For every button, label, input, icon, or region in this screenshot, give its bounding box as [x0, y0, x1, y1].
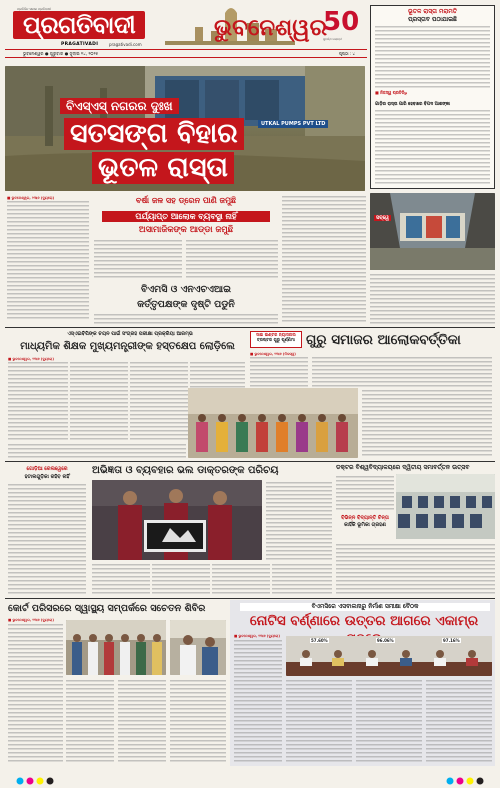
- top-story-kicker: ବିଏସ୍ଏସ୍ ନଗରର ଦୁଃଖ: [60, 98, 179, 114]
- top-story-body-left: [7, 201, 89, 319]
- health-dateline: ■ ଭୁବନେଶ୍ୱର, ୨୩ା୭ (ବ୍ୟୁରୋ): [8, 618, 54, 622]
- exam-inset-2: କାହିଁକି ଭୂମିକା ଗ୍ରହଣ: [344, 522, 386, 528]
- top-story-headline-2: ଭୂତଳ ରାସ୍ତା: [92, 152, 234, 184]
- health-body-mid-2: [118, 680, 166, 764]
- ceremony-body-2: [152, 564, 210, 594]
- education-body-2: [70, 362, 128, 442]
- guru-badge-line-1: ସାଇ ଇଣ୍ଟର ନ୍ୟାସନାଲ: [256, 332, 296, 337]
- right-col-lower-text: [370, 274, 495, 324]
- ceremony-body-3: [212, 564, 270, 594]
- ceremony-headline: ଅଭିଜ୍ଞତା ଓ ବ୍ୟବହାର ଭଲ ଡାକ୍ତରଙ୍କ ପରିଚୟ: [92, 465, 279, 476]
- ceremony-body-right: [266, 482, 332, 560]
- brand-logo: ପ୍ରଗତିବାଦୀ: [13, 11, 145, 39]
- masthead-tagline: ପ୍ରତିଦିନ ସକାଳ ପ୍ରତିବାଦୀ: [17, 7, 51, 11]
- section-divider-3: [5, 598, 495, 599]
- exam-hall-photo: [396, 474, 495, 539]
- education-body-3: [130, 362, 188, 442]
- subway-interior-photo: [370, 193, 495, 270]
- guru-badge-line-2: ଟ୍ରଷ୍ଟର ଗୁରୁ ପୂର୍ଣ୍ଣିମା: [256, 337, 296, 342]
- guru-body-2: [312, 357, 492, 387]
- top-story-body-mid-left: [94, 240, 182, 280]
- notice-stat-2: 96.06%: [377, 638, 394, 643]
- guru-body-1: [250, 357, 308, 389]
- anniversary-logo: [323, 7, 367, 45]
- education-body-5: [8, 444, 186, 458]
- right-header-2: ପ୍ରସ୍ତାବ ପଠାଯାଇଛି: [408, 16, 457, 23]
- edition-title: ଭୁବନେଶ୍ୱର: [214, 15, 328, 41]
- health-headline: କୋର୍ଟ ପରିସରରେ ସ୍ୱାସ୍ଥ୍ୟ ସମ୍ପର୍କରେ ସଚେତନ ଶିବିର: [8, 603, 206, 614]
- notice-body-3: [356, 680, 422, 762]
- notice-headline: ନୋଟିସ ବର୍ଣ୍ଣାରେ ଉତ୍ତର ଆଗରେ ଏକାମ୍ର: [249, 613, 479, 629]
- ceremony-body-1: [92, 564, 150, 594]
- ceremony-photo: [92, 480, 262, 560]
- guru-body-3: [362, 390, 492, 456]
- notice-body-4: [426, 680, 492, 762]
- right-body-2: [375, 110, 490, 186]
- ceremony-body-4: [272, 564, 332, 594]
- right-column-box: [370, 5, 495, 189]
- section-divider-2: [5, 461, 495, 462]
- date-line: ଭୁବନେଶ୍ୱର ● ଗୁରୁବାର ● ଜୁଲାଇ ୨୪, ୨୦୨୫: [23, 51, 99, 56]
- date-bar: [5, 49, 367, 58]
- page-label: ପୃଷ୍ଠା : ୪: [339, 51, 355, 56]
- top-story-headline-1: ସତସଙ୍ଗ ବିହାର: [64, 118, 244, 150]
- guru-group-photo: [188, 388, 358, 458]
- notice-body-2: [286, 680, 352, 762]
- education-body-1: [8, 362, 68, 442]
- deck-3: ଅସାମାଜିକଙ୍କ ଆଡ୍ଡା ଜମୁଛି: [138, 225, 234, 235]
- health-checkup-photo: [170, 620, 226, 675]
- guru-headline: ଗୁରୁ ସମାଜର ଆଲୋକବର୍ତ୍ତିକା: [306, 332, 461, 348]
- brand-website: pragativadi.com: [109, 42, 142, 47]
- exam-inset-1: ବିଭିନ୍ନ ବିଦ୍ୟାନ୍ତି ଚିନ୍ତା: [341, 515, 389, 521]
- right-body-1: [375, 26, 490, 90]
- right-header-1: ଭୂତଳ ରାସ୍ତା ମରାମତି: [408, 8, 457, 15]
- top-story-dateline: ■ ଭୁବନେଶ୍ୱର, ୨୩ା୭ (ବ୍ୟୁରୋ): [7, 196, 55, 200]
- anniversary-label: ସୁବର୍ଣ୍ଣ ଜୟନ୍ତୀ: [323, 37, 342, 41]
- health-body-left: [8, 624, 63, 764]
- health-camp-photo: [66, 620, 166, 675]
- left-brief-body: [8, 484, 86, 594]
- notice-dateline: ■ ଭୁବନେଶ୍ୱର, ୨୩ା୭ (ବ୍ୟୁରୋ): [234, 634, 280, 638]
- exam-body-left: [336, 476, 394, 512]
- left-brief-line-1: ଗୋଡ଼ିଆ ରେଲୱେରେ: [26, 466, 68, 472]
- deck-1: ବର୍ଷା ଜଳ ସହ ଡ୍ରେନ ପାଣି ଜମୁଛି: [135, 196, 237, 205]
- registration-marks: [0, 772, 500, 786]
- deck-5: କର୍ତ୍ତୃପକ୍ଷଙ୍କ ଦୃଷ୍ଟି ପଡୁନି: [137, 299, 235, 310]
- health-body-mid-1: [66, 680, 114, 764]
- deck-4: ବିଏମସି ଓ ଏନଏଚଏଆଇ: [140, 284, 232, 295]
- notice-stat-1: 57.60%: [311, 638, 328, 643]
- top-story-body-mid-right: [186, 240, 278, 280]
- pass-strip-label: ସବ୍‌ୱେ: [376, 215, 389, 221]
- left-brief-line-2: ହଟାଲଗୁଡ଼ିକା ରହିବ ନାହିଁ: [24, 474, 70, 480]
- brand-english: PRAGATIVADI: [61, 42, 99, 47]
- deck-2: ପର୍ଯ୍ୟାପ୍ତ ଆଲୋକ ବ୍ୟବସ୍ଥା ନାହିଁ: [102, 211, 270, 222]
- notice-stat-3: 97.16%: [443, 638, 460, 643]
- guru-dateline: ■ ଭୁବନେଶ୍ୱର, ୨୩ା୭ (ନିଜସ୍ୱ): [250, 352, 296, 356]
- notice-strap: ବିଏମସିରେ ଏସବାଲନାରୁ ନିର୍ମାଣ ସମୀକ୍ଷା ବୈଠକ: [240, 603, 490, 611]
- top-story-body-right: [282, 196, 366, 324]
- section-divider-1: [5, 327, 495, 328]
- notice-body-1: [234, 640, 282, 762]
- education-headline: ମାଧ୍ୟମିକ ଶିକ୍ଷକ ମୁଖ୍ୟମନ୍ତ୍ରୀଙ୍କ ହସ୍ତକ୍ଷେପ ଲୋଡ଼ିଲେ: [20, 341, 235, 352]
- top-story-body-bottom: [94, 314, 278, 324]
- education-strap: ଏସ୍‌ଏଇବିପିଙ୍କ ଚୟନ ପାଇଁ ସଂଗ୍ରହ ପରୀକ୍ଷା ପ୍ରକ୍ରିୟା ଆରମ୍ଭ: [67, 331, 193, 337]
- guru-badge: [250, 331, 302, 348]
- anniversary-number: 50: [323, 7, 360, 37]
- right-section-tag: ■ ନିଜସ୍ୱ ପ୍ରତିନିଧି: [375, 90, 408, 95]
- education-dateline: ■ ଭୁବନେଶ୍ୱର, ୨୩ା୭ (ବ୍ୟୁରୋ): [8, 357, 54, 361]
- health-body-right: [170, 680, 226, 764]
- shop-sign: UTKAL PUMPS PVT LTD: [258, 120, 328, 128]
- exam-headline: ଡକ୍ଟର ବିଶ୍ୱବିଦ୍ୟାଳୟରେ ଦ୍ୱିତୀୟ ସମାବର୍ତ୍ତନ ଉତ୍ସବ: [336, 464, 470, 471]
- right-subhead: ଗାଡ଼ିର ରାସ୍ତା ପାରି ହେବାରେ ବିପଦ ଆଶଙ୍କା: [375, 102, 451, 107]
- exam-body-bottom: [336, 544, 495, 594]
